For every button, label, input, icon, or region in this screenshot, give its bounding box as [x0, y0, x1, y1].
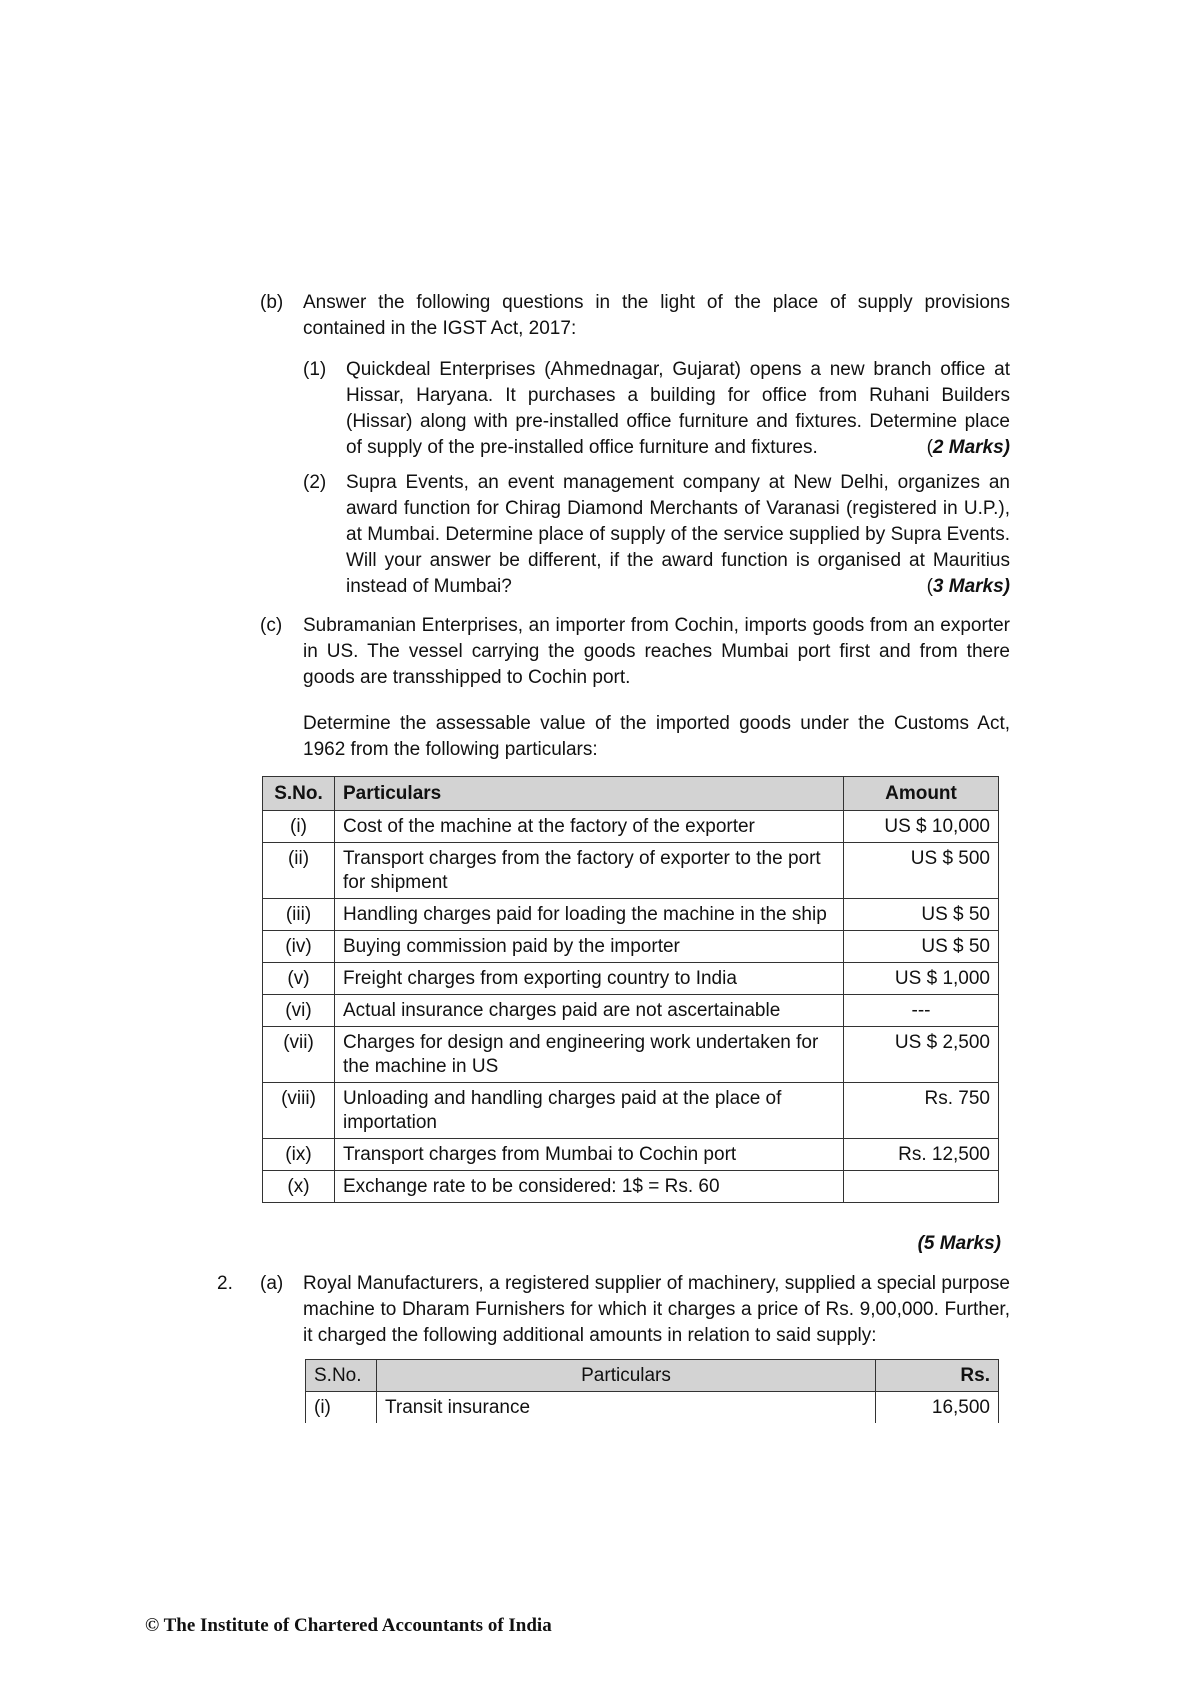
q1b-item2-marks	[927, 574, 1010, 600]
row-sno: (vii)	[263, 1027, 335, 1083]
table-row	[263, 1083, 999, 1139]
table-header-row	[263, 777, 999, 811]
q1c-label: (c)	[260, 615, 283, 636]
marks-open-paren: (	[926, 576, 933, 597]
row-amount: US $ 50	[844, 899, 999, 931]
row-particulars: Exchange rate to be considered: 1$ = Rs. 60	[335, 1171, 844, 1203]
row-amount: US $ 500	[844, 843, 999, 899]
row-amount: US $ 2,500	[844, 1027, 999, 1083]
row-sno: (v)	[263, 963, 335, 995]
row-particulars: Cost of the machine at the factory of the exporter	[335, 811, 844, 843]
marks-text: 3 Marks)	[932, 576, 1010, 597]
row-particulars: Transport charges from Mumbai to Cochin port	[335, 1139, 844, 1171]
row-amount: US $ 1,000	[844, 963, 999, 995]
q1c-para2: Determine the assessable value of the imported goods under the Customs Act, 1962 from the following particulars:	[303, 713, 1010, 760]
row-amount: Rs. 12,500	[844, 1139, 999, 1171]
table-row	[263, 1139, 999, 1171]
col-header-sno: S.No.	[306, 1360, 377, 1392]
row-rs: 16,500	[876, 1392, 999, 1424]
row-particulars: Actual insurance charges paid are not ascertainable	[335, 995, 844, 1027]
footer-copyright: © The Institute of Chartered Accountants of India	[145, 1615, 552, 1636]
row-amount	[844, 1171, 999, 1203]
q1b-item2	[346, 470, 1010, 600]
col-header-particulars: Particulars	[335, 777, 844, 811]
table-row	[263, 963, 999, 995]
row-particulars: Buying commission paid by the importer	[335, 931, 844, 963]
col-header-amount: Amount	[844, 777, 999, 811]
q2a-text: Royal Manufacturers, a registered supplier of machinery, supplied a special purpose machine to Dharam Furnishers for which it charges a price of Rs. 9,00,000. Further, it charged the following additional amounts in relation to said supply:	[303, 1273, 1010, 1346]
row-particulars: Unloading and handling charges paid at the place of importation	[335, 1083, 844, 1139]
row-sno: (viii)	[263, 1083, 335, 1139]
row-sno: (ix)	[263, 1139, 335, 1171]
assessable-value-table	[262, 776, 999, 1203]
col-header-particulars: Particulars	[377, 1360, 876, 1392]
row-particulars: Handling charges paid for loading the machine in the ship	[335, 899, 844, 931]
q1b-item1-label: (1)	[303, 359, 327, 380]
table-row	[306, 1392, 999, 1424]
row-sno: (i)	[306, 1392, 377, 1424]
row-particulars: Transport charges from the factory of exporter to the port for shipment	[335, 843, 844, 899]
q1b-item2-text: Supra Events, an event management company at New Delhi, organizes an award function for Chirag Diamond Merchants of Varanasi (registered in U.P.), at Mumbai. Determine place of supply of the service supplied by Supra Events. Will your answer be different, if the award function is organised at Mauritius instead of Mumbai?	[346, 472, 1010, 597]
table-row	[263, 811, 999, 843]
additional-charges-table	[305, 1359, 999, 1423]
table-row	[263, 843, 999, 899]
row-sno: (vi)	[263, 995, 335, 1027]
q1c-marks: (5 Marks)	[917, 1233, 1001, 1254]
row-sno: (i)	[263, 811, 335, 843]
q2a-label: (a)	[260, 1273, 284, 1294]
q1b-item1-marks	[927, 435, 1010, 461]
row-sno: (ii)	[263, 843, 335, 899]
q1b-item1	[346, 357, 1010, 461]
row-amount: US $ 10,000	[844, 811, 999, 843]
q1b-item1-text: Quickdeal Enterprises (Ahmednagar, Gujarat) opens a new branch office at Hissar, Haryana. It purchases a building for office from Ruhani Builders (Hissar) along with pre-installed office furniture and fixtures. Determine place of supply of the pre-installed office furniture and fixtures.	[346, 359, 1010, 458]
q1b-label: (b)	[260, 292, 284, 313]
row-amount: US $ 50	[844, 931, 999, 963]
row-sno: (x)	[263, 1171, 335, 1203]
col-header-sno: S.No.	[263, 777, 335, 811]
row-amount: ---	[844, 995, 999, 1027]
marks-open-paren: (	[926, 437, 933, 458]
marks-text: 2 Marks)	[932, 437, 1010, 458]
table-row	[263, 1027, 999, 1083]
row-sno: (iv)	[263, 931, 335, 963]
row-particulars: Freight charges from exporting country to India	[335, 963, 844, 995]
q1c-para1: Subramanian Enterprises, an importer from Cochin, imports goods from an exporter in US. The vessel carrying the goods reaches Mumbai port first and from there goods are transshipped to Cochin port.	[303, 615, 1010, 688]
row-particulars: Transit insurance	[377, 1392, 876, 1424]
row-amount: Rs. 750	[844, 1083, 999, 1139]
table-row	[263, 899, 999, 931]
row-sno: (iii)	[263, 899, 335, 931]
col-header-rs: Rs.	[876, 1360, 999, 1392]
q1b-item2-label: (2)	[303, 472, 327, 493]
table-header-row	[306, 1360, 999, 1392]
q1b-intro: Answer the following questions in the light of the place of supply provisions contained in the IGST Act, 2017:	[303, 292, 1010, 339]
table-row	[263, 995, 999, 1027]
q2-number: 2.	[217, 1273, 233, 1294]
table-row	[263, 1171, 999, 1203]
row-particulars: Charges for design and engineering work undertaken for the machine in US	[335, 1027, 844, 1083]
table-row	[263, 931, 999, 963]
